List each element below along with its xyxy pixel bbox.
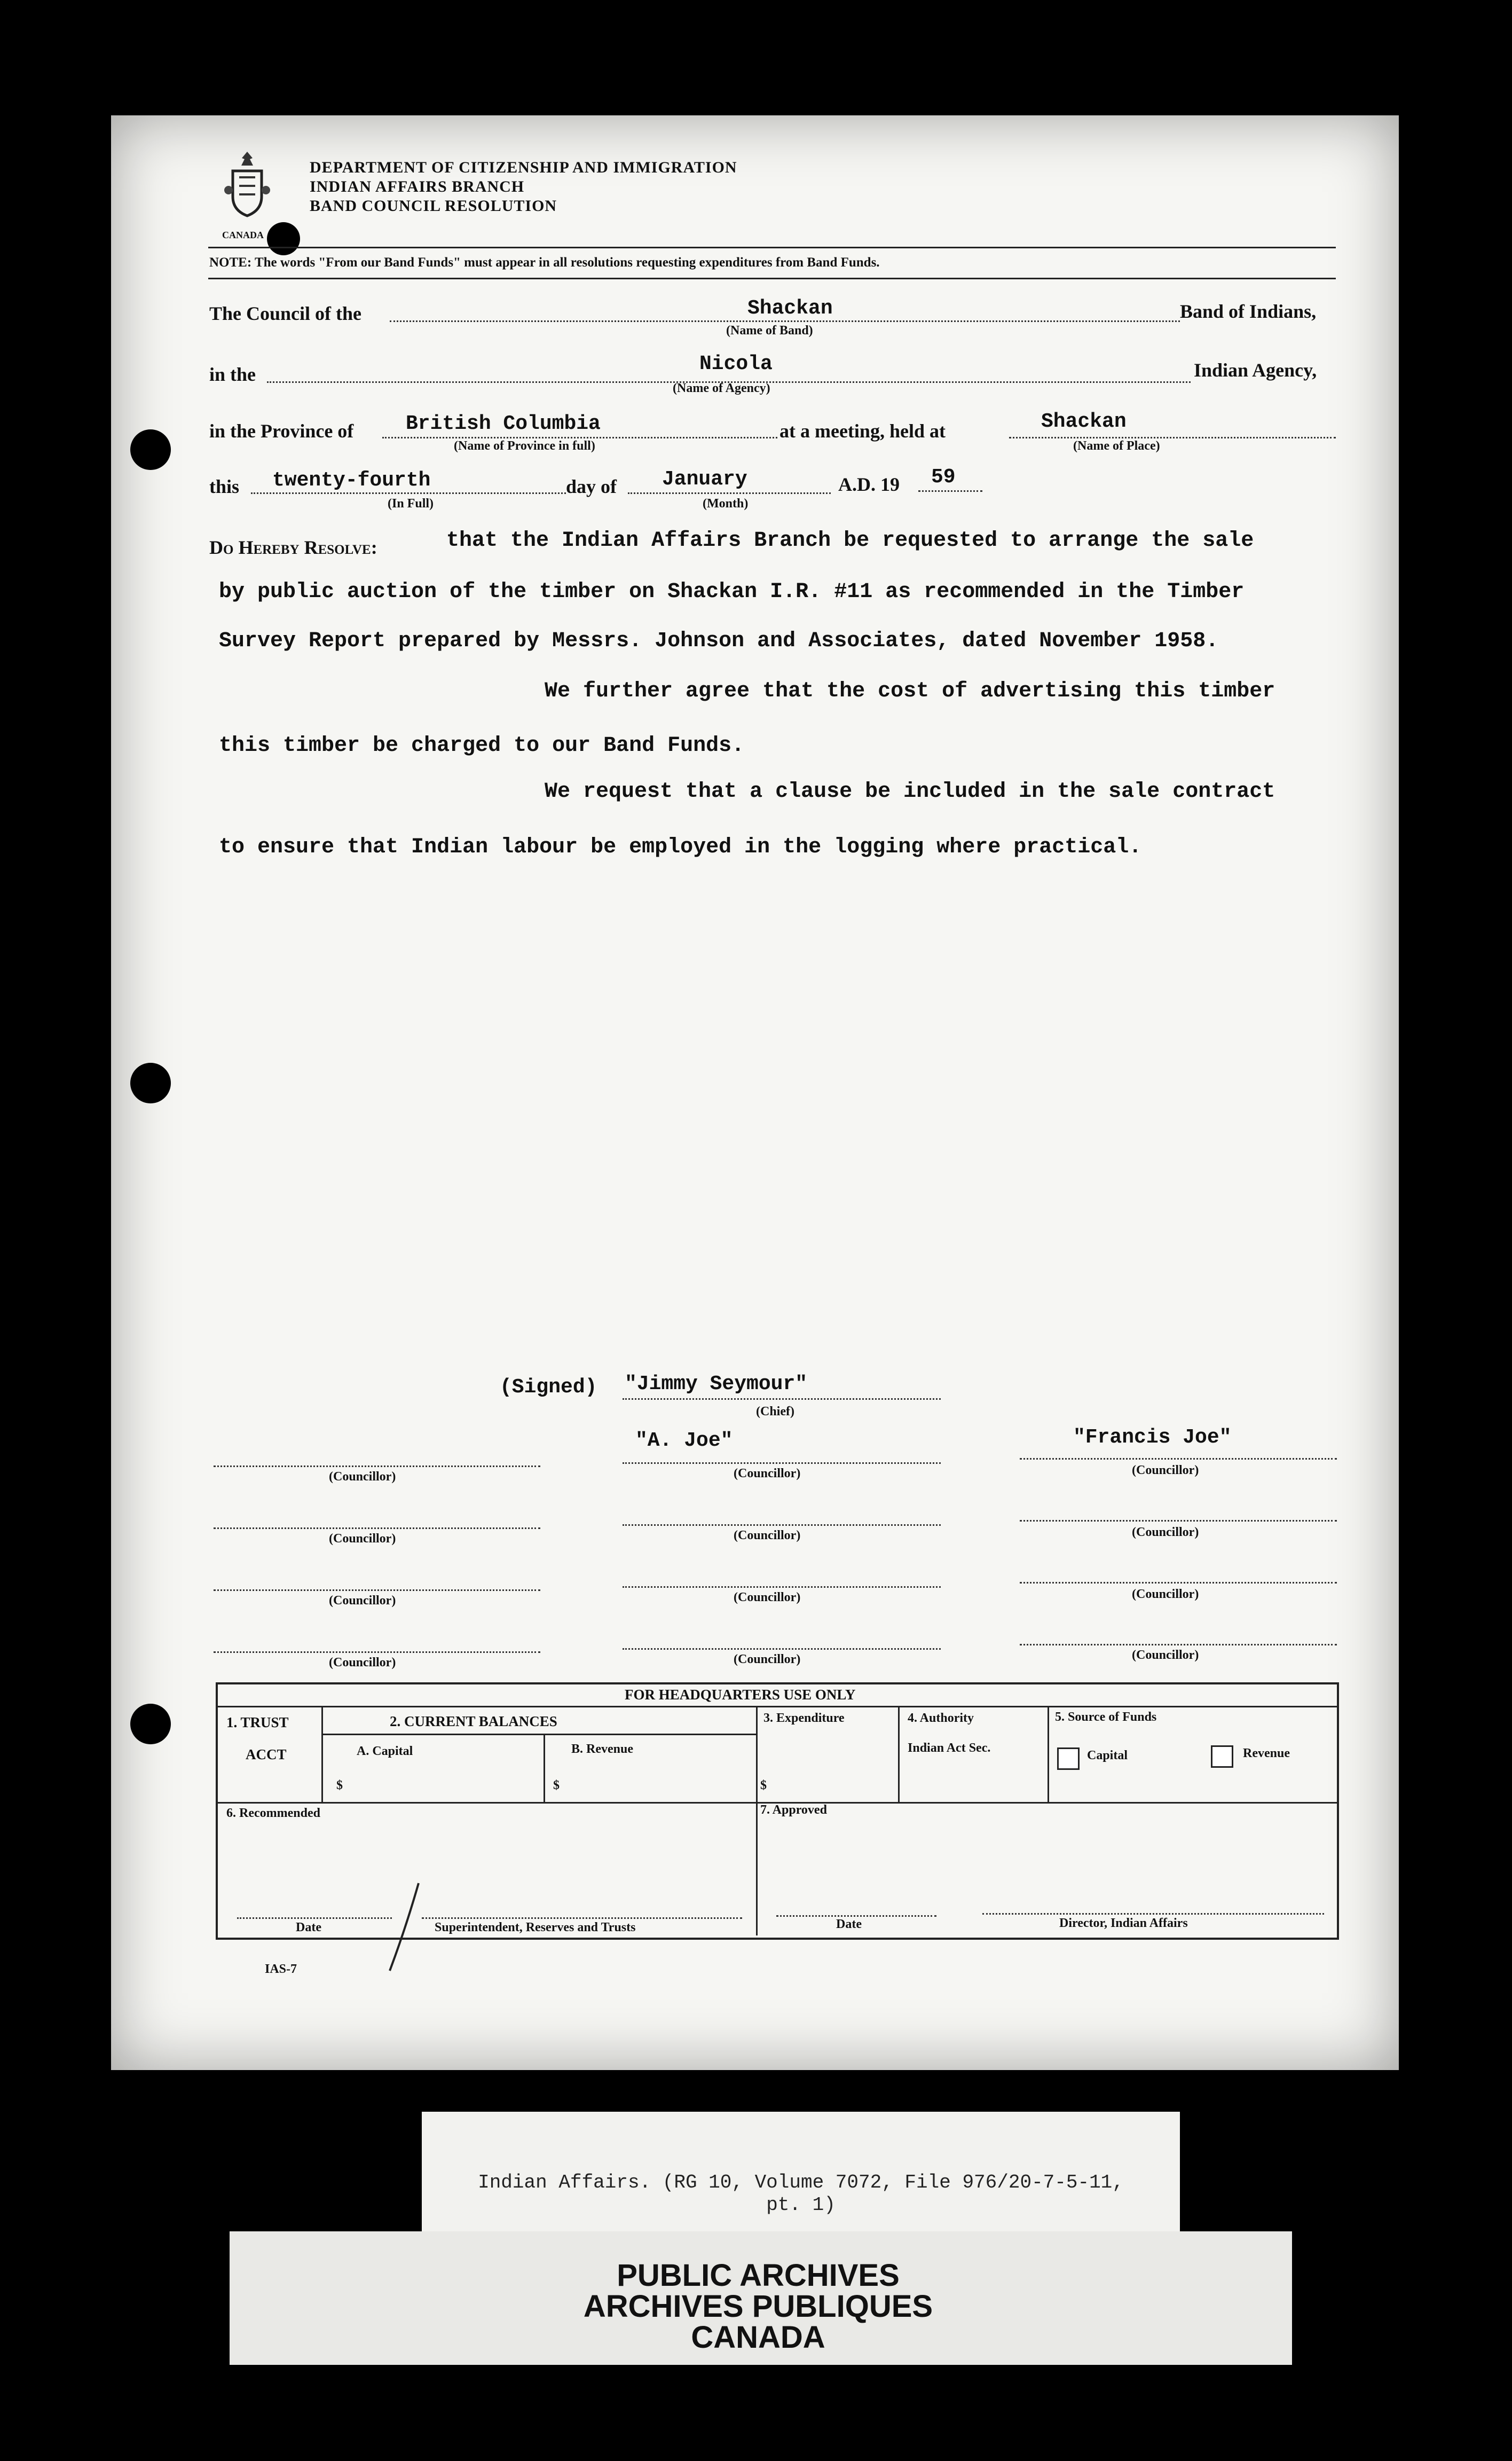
- src-revenue-label: Revenue: [1243, 1746, 1290, 1760]
- hq-divider: [216, 1706, 1337, 1707]
- balances-label: 2. CURRENT BALANCES: [390, 1713, 557, 1729]
- header-rule: [208, 247, 1336, 248]
- councillor-caption: (Councillor): [1132, 1648, 1199, 1662]
- recommended-label: 6. Recommended: [226, 1806, 320, 1820]
- superintendent-label: Superintendent, Reserves and Trusts: [435, 1921, 636, 1934]
- date-label: Date: [296, 1921, 321, 1934]
- hq-divider: [898, 1706, 900, 1802]
- councillor-caption: (Councillor): [329, 1470, 396, 1484]
- councillor-line: [623, 1648, 941, 1650]
- revenue-dollar: $: [553, 1778, 560, 1792]
- band-name-caption: (Name of Band): [726, 324, 813, 338]
- band-name-value: Shackan: [747, 297, 833, 320]
- resolution-line-5: this timber be charged to our Band Funds.: [219, 734, 745, 758]
- citation-line-1: Indian Affairs. (RG 10, Volume 7072, File 976/20-7-5-11,: [478, 2172, 1124, 2193]
- year-line: [918, 490, 982, 492]
- trust-label: 1. TRUST: [226, 1714, 289, 1730]
- src-capital-label: Capital: [1087, 1749, 1128, 1762]
- indian-act-label: Indian Act Sec.: [908, 1741, 991, 1755]
- country-label: CANADA: [222, 230, 264, 240]
- place-caption: (Name of Place): [1073, 439, 1160, 453]
- in-the-label: in the: [209, 364, 256, 385]
- agency-value: Nicola: [699, 352, 773, 375]
- date-line: [237, 1917, 392, 1919]
- resolution-line-6: We request that a clause be included in the sale contract: [545, 780, 1275, 804]
- binder-hole: [130, 429, 171, 470]
- resolution-line-7: to ensure that Indian labour be employed in the logging where practical.: [219, 835, 1142, 859]
- pen-mark: [384, 1880, 427, 1976]
- chief-caption: (Chief): [756, 1405, 794, 1418]
- band-name-line: [390, 320, 1180, 322]
- councillor-caption: (Councillor): [329, 1532, 396, 1546]
- this-label: this: [209, 476, 240, 497]
- councillor-line: [623, 1586, 941, 1588]
- revenue-checkbox[interactable]: [1211, 1745, 1233, 1768]
- councillor-line: [623, 1524, 941, 1526]
- revenue-label: B. Revenue: [571, 1742, 633, 1756]
- expenditure-label: 3. Expenditure: [763, 1711, 845, 1725]
- councillor-line: [1020, 1644, 1337, 1645]
- councillor-line: [214, 1589, 540, 1591]
- stamp-line-1: PUBLIC ARCHIVES: [617, 2258, 900, 2293]
- councillor-line: [1020, 1520, 1337, 1522]
- councillor-line: [1020, 1458, 1337, 1460]
- stamp-line-2: ARCHIVES PUBLIQUES: [583, 2289, 933, 2324]
- day-of-label: day of: [566, 476, 617, 497]
- place-line: [1009, 437, 1336, 438]
- councillor-line: [214, 1465, 540, 1467]
- councillor-right-name: "Francis Joe": [1073, 1426, 1232, 1449]
- binder-hole: [130, 1704, 171, 1744]
- councillor-caption: (Councillor): [329, 1656, 396, 1670]
- councillor-caption: (Councillor): [734, 1467, 801, 1480]
- in-full-caption: (In Full): [388, 497, 434, 511]
- signed-label: (Signed): [500, 1376, 597, 1399]
- date-line: [776, 1915, 936, 1917]
- citation-line-2: pt. 1): [766, 2194, 836, 2216]
- authority-label: 4. Authority: [908, 1711, 974, 1725]
- note-text: NOTE: The words "From our Band Funds" must appear in all resolutions requesting expenditures from Band Funds.: [209, 255, 880, 270]
- day-value: twenty-fourth: [272, 469, 431, 492]
- resolution-line-4: We further agree that the cost of advertising this timber: [545, 679, 1275, 703]
- note-rule: [208, 278, 1336, 279]
- hq-divider: [544, 1734, 545, 1802]
- chief-signature-line: [623, 1398, 941, 1400]
- director-label: Director, Indian Affairs: [1059, 1916, 1188, 1930]
- hq-divider: [1048, 1706, 1049, 1802]
- resolution-line-1: that the Indian Affairs Branch be requested to arrange the sale: [446, 529, 1254, 553]
- canada-coat-of-arms-icon: [223, 147, 271, 228]
- indian-agency-label: Indian Agency,: [1194, 359, 1317, 381]
- hq-title: FOR HEADQUARTERS USE ONLY: [625, 1687, 856, 1703]
- councillor-caption: (Councillor): [734, 1529, 801, 1542]
- expenditure-dollar: $: [760, 1778, 767, 1792]
- resolution-line-2: by public auction of the timber on Shackan I.R. #11 as recommended in the Timber: [219, 580, 1245, 604]
- form-title: BAND COUNCIL RESOLUTION: [310, 197, 557, 215]
- chief-name: "Jimmy Seymour": [625, 1373, 808, 1396]
- year-value: 59: [931, 466, 956, 489]
- resolution-line-3: Survey Report prepared by Messrs. Johnson and Associates, dated November 1958.: [219, 629, 1219, 653]
- councillor-line: [623, 1462, 941, 1464]
- month-line: [628, 492, 831, 494]
- councillor-caption: (Councillor): [734, 1652, 801, 1666]
- band-of-indians-label: Band of Indians,: [1180, 301, 1317, 322]
- councillor-line: [214, 1651, 540, 1653]
- agency-caption: (Name of Agency): [673, 381, 770, 395]
- director-line: [982, 1913, 1324, 1915]
- councillor-caption: (Councillor): [1132, 1463, 1199, 1477]
- hq-divider: [756, 1706, 758, 1935]
- province-caption: (Name of Province in full): [454, 439, 595, 453]
- stamp-line-3: CANADA: [691, 2320, 825, 2355]
- councillor-line: [214, 1527, 540, 1529]
- branch-title: INDIAN AFFAIRS BRANCH: [310, 178, 525, 195]
- councillor-caption: (Councillor): [1132, 1587, 1199, 1601]
- department-title: DEPARTMENT OF CITIZENSHIP AND IMMIGRATION: [310, 159, 737, 176]
- province-line: [382, 437, 777, 438]
- capital-dollar: $: [336, 1778, 343, 1792]
- capital-checkbox[interactable]: [1057, 1747, 1080, 1770]
- hq-divider: [321, 1706, 323, 1802]
- province-label: in the Province of: [209, 420, 354, 442]
- meeting-held-label: at a meeting, held at: [779, 420, 946, 442]
- councillor-line: [1020, 1582, 1337, 1584]
- binder-hole: [267, 222, 300, 255]
- month-value: January: [662, 468, 747, 491]
- councillor-caption: (Councillor): [734, 1590, 801, 1604]
- date-label: Date: [836, 1917, 862, 1931]
- councillor-caption: (Councillor): [329, 1594, 396, 1608]
- source-of-funds-label: 5. Source of Funds: [1055, 1710, 1157, 1724]
- form-number: IAS-7: [265, 1962, 297, 1976]
- capital-label: A. Capital: [357, 1744, 413, 1758]
- month-caption: (Month): [703, 497, 749, 511]
- place-value: Shackan: [1041, 410, 1127, 433]
- councillor-caption: (Councillor): [1132, 1525, 1199, 1539]
- superintendent-line: [422, 1917, 742, 1919]
- acct-label: ACCT: [246, 1746, 287, 1762]
- hq-divider: [321, 1734, 756, 1735]
- province-value: British Columbia: [406, 412, 601, 435]
- binder-hole: [130, 1063, 171, 1103]
- resolve-lead: Do Hereby Resolve:: [209, 537, 377, 558]
- approved-label: 7. Approved: [760, 1803, 827, 1817]
- councillor-mid-name: "A. Joe": [635, 1429, 733, 1452]
- council-of-label: The Council of the: [209, 303, 362, 324]
- day-line: [251, 492, 566, 494]
- ad-label: A.D. 19: [838, 474, 900, 495]
